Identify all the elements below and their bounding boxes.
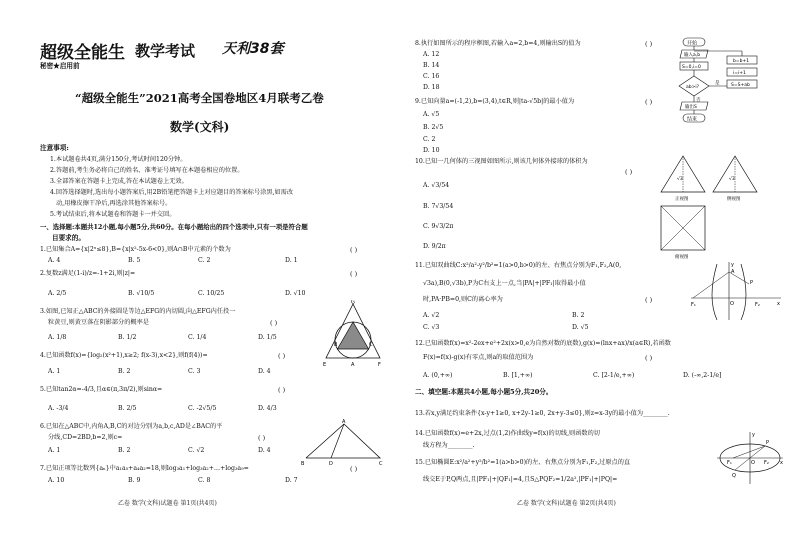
option: D. 4: [258, 368, 271, 375]
label-y: y: [731, 262, 734, 268]
label-x: x: [777, 301, 780, 307]
option: A. 12: [423, 51, 440, 58]
option: D. 4: [258, 447, 271, 454]
option: A. √5: [423, 111, 440, 118]
question-5-stem: 5.已知tan2α=-4/3,且α∈(π,3π/2),则sinα=: [40, 386, 163, 393]
option: D. (-∞,2-1/e]: [683, 372, 722, 379]
answer-blank: ( ): [645, 296, 653, 304]
option: D. 9/2π: [423, 243, 446, 250]
page-footer: 乙卷 数学(文科)试题卷 第2页(共4页): [517, 500, 616, 507]
answer-blank: ( ): [645, 98, 653, 106]
label-f1: F₁: [727, 460, 732, 466]
option: D. 4/3: [258, 405, 277, 412]
option: B. 2: [118, 368, 131, 375]
left-branch: [712, 264, 717, 320]
front-view-label: 正视图: [675, 197, 689, 202]
question-3-stem-2: 粒黄豆,则黄豆落在阴影部分的概率是: [48, 319, 149, 326]
triangle-abc: [306, 424, 380, 458]
note-item: 3.全部答案在答题卡上完成,答在本试题卷上无效。: [50, 178, 188, 185]
subject-title: 数学(文科): [170, 120, 230, 134]
question-11-stem-2: √3a),B(0,√3b),P为C右支上一点,当|PA|+|PF₁|取得最小值: [423, 280, 586, 287]
label-p: P: [766, 440, 770, 446]
option: C. 9√3/2π: [423, 223, 454, 230]
option: B. √10/5: [128, 290, 155, 297]
option: D. 7: [285, 477, 298, 484]
answer-blank: ( ): [278, 386, 286, 394]
init-label: S=0,i=0: [682, 65, 701, 70]
series-logo: 天利38套: [222, 41, 284, 57]
label-o: O: [751, 460, 755, 466]
option: C. √3: [423, 324, 440, 331]
label-x: x: [780, 460, 783, 466]
output-label: 输出S: [685, 105, 697, 110]
question-8-stem: 8.执行如图所示的程序框图,若输入a=2,b=4,则输出S的值为: [415, 40, 581, 47]
label-q: Q: [732, 473, 736, 479]
label-g: G: [351, 300, 355, 306]
label-e: E: [323, 362, 327, 368]
option: D. 18: [423, 84, 440, 91]
option: A. 10: [48, 477, 65, 484]
triangle-bisector-figure: [300, 418, 386, 468]
option: A. 2/5: [48, 290, 67, 297]
option: A. -3/4: [48, 405, 69, 412]
option: D. √5: [572, 324, 589, 331]
label-b: B: [334, 342, 338, 348]
label-f2: F₂: [755, 302, 760, 308]
top-view-label: 俯视图: [675, 255, 689, 260]
front-mark: √3: [677, 177, 683, 182]
answer-blank: ( ): [270, 319, 278, 327]
option: C. 1/4: [188, 334, 207, 341]
b2-label: i=i+1: [733, 71, 746, 76]
side-view-label: 侧视图: [727, 197, 741, 202]
question-12-stem-2: F(x)=f(x)-g(x)有零点,则a的取值范围为: [423, 354, 534, 361]
option: A. √3/54: [423, 182, 450, 189]
question-14-line-2: 线方程为________.: [423, 442, 475, 449]
label-f2: F₂: [764, 460, 769, 466]
option: C. 2: [423, 136, 436, 143]
note-item: 2.答题前,考生务必将自己的姓名、准考证号填写在本题卷相应的位置。: [50, 167, 244, 174]
triangle-circle-figure: [322, 300, 384, 370]
exam-title: “超级全能生”2021高考全国卷地区4月联考乙卷: [75, 91, 324, 105]
option: B. 5: [128, 257, 141, 264]
option: C. 8: [198, 477, 211, 484]
right-branch: [741, 264, 746, 320]
option: A. 1: [48, 368, 61, 375]
question-7-stem: 7.已知正项等比数列{aₙ}中a₁a₅+a₄a₂=18,则log₃a₁+log₃a₂+…+log₃a₉=: [40, 465, 249, 472]
no-label: 否: [696, 98, 701, 103]
answer-blank: ( ): [258, 434, 266, 442]
end-label: 结束: [687, 116, 698, 123]
section2-heading: 二、填空题:本题共4小题,每小题5分,共20分。: [415, 388, 553, 396]
option: B. [1,+∞): [503, 372, 533, 379]
label-a: A: [731, 269, 735, 275]
three-views-figure: [655, 152, 789, 262]
answer-blank: ( ): [350, 246, 358, 254]
option: C. 16: [423, 73, 440, 80]
ellipse-figure: [715, 430, 785, 486]
question-6-stem: 6.已知在△ABC中,内角A,B,C的对边分别为a,b,c,AD是∠BAC的平: [40, 423, 223, 430]
option: A. 4: [48, 257, 61, 264]
label-b: B: [301, 461, 305, 467]
bisector-ad: [331, 424, 344, 458]
hyperbola-figure: [689, 260, 783, 322]
note-item: 5.考试结束后,将本试题卷和答题卡一并交回。: [50, 211, 176, 218]
note-item: 4.回答选择题时,选出每小题答案后,用2B铅笔把答题卡上对应题目的答案标号涂黑,如需改: [50, 189, 294, 196]
section1-heading: 一、选择题:本题共12小题,每小题5分,共60分。在每小题给出的四个选项中,只有一项是符合题: [40, 223, 308, 231]
question-2-stem: 2.复数z满足(1-i)/z=-1+2i,则|z|=: [40, 270, 136, 277]
question-1-stem: 1.已知集合A={x|2ˣ≤8},B={x|x²-5x-6<0},则A∩B中元素的个数为: [40, 246, 231, 253]
question-13: 13.若x,y满足约束条件{x-y+1≥0, x+2y-1≥0, 2x+y-3≤0},则z=x-3y的最小值为________.: [415, 410, 670, 417]
question-15-line-2: 线交E于P,Q两点,且|PF₁|+|QF₁|=4,且S△PQF₂=1/2a²,|PF₁|+|PQ|=: [423, 476, 618, 483]
page-footer: 乙卷 数学(文科)试题卷 第1页(共4页): [118, 500, 217, 507]
condition-label: ab>i?: [686, 85, 700, 90]
question-11-stem: 11.已知双曲线C:x²/a²-y²/b²=1(a>0,b>0)的左、右焦点分别为F₁,F₂,A(0,: [415, 262, 622, 269]
option: D. 10: [423, 147, 440, 154]
answer-blank: ( ): [645, 354, 653, 362]
label-a: A: [351, 362, 355, 368]
option: C. 3: [188, 368, 201, 375]
option: C. -2√5/5: [188, 405, 217, 412]
note-item: 1.本试题卷共4页,满分150分,考试时间120分钟。: [50, 156, 187, 163]
flowchart-figure: [677, 36, 777, 154]
label-o: O: [730, 301, 734, 307]
label-p: P: [750, 280, 754, 286]
label-d: D: [329, 461, 333, 467]
option: C. 2: [198, 257, 211, 264]
side-mark: √3: [729, 177, 735, 182]
question-3-stem: 3.如图,已知正△ABC的外接圆是等边△EFG的内切圆,向△EFG内任投一: [40, 308, 236, 315]
option: B. 2√5: [423, 124, 444, 131]
option: C. 10/25: [198, 290, 225, 297]
option: B. 7√3/54: [423, 203, 454, 210]
option: D. √10: [285, 290, 306, 297]
question-15-line-1: 15.已知椭圆E:x²/a²+y²/b²=1(a>b>0)的左、右焦点分别为F₁,F₂,过原点的直: [415, 459, 631, 466]
option: D. 1/5: [258, 334, 277, 341]
option: B. 9: [128, 477, 141, 484]
input-label: 输入a,b: [684, 53, 701, 58]
answer-blank: ( ): [278, 352, 286, 360]
b3-label: S=S+ab: [731, 83, 750, 88]
start-label: 开始: [687, 40, 698, 47]
notes-heading: 注意事项:: [40, 144, 69, 152]
question-9-stem: 9.已知向量a=(-1,2),b=(3,4),t∈R,则|ta-√5b|的最小值为: [415, 98, 575, 105]
option: C. [2-1/e,+∞): [593, 372, 635, 379]
option: B. 2: [118, 447, 131, 454]
answer-blank: ( ): [350, 465, 358, 473]
note-item: 动,用橡皮擦干净后,再选涂其他答案标号。: [56, 200, 172, 207]
b1-label: b=b+1: [733, 59, 750, 64]
option: A. 1: [48, 447, 61, 454]
option: B. 14: [423, 62, 440, 69]
question-6-stem-2: 分线,CD=2BD,b=2,则c=: [48, 434, 123, 441]
question-4-stem: 4.已知函数f(x)={log₂(x²+1),x≥2; f(x-3),x<2},则f(f(4))=: [40, 352, 208, 359]
option: B. 2/5: [118, 405, 137, 412]
question-14-line-1: 14.已知函数f(x)=e+2x,过点(1,2)作曲线y=f(x)的切线,则函数的切: [415, 430, 600, 437]
answer-blank: ( ): [645, 40, 653, 48]
brand-suffix: 教学考试: [135, 42, 196, 60]
label-y: y: [752, 432, 755, 438]
option: A. (0,+∞): [423, 372, 453, 379]
answer-blank: ( ): [350, 270, 358, 278]
option: A. 1/8: [48, 334, 67, 341]
label-c: C: [379, 461, 383, 467]
option: B. 1/2: [118, 334, 137, 341]
page-right: [397, 0, 794, 543]
yes-label: 是: [715, 81, 720, 86]
answer-blank: ( ): [625, 168, 633, 176]
question-12-stem: 12.已知函数f(x)=x²-2ex+e²+2x(x>0,e为自然对数的底数),g(x)=(lnx+ax)/x(a∈R),若函数: [415, 340, 671, 347]
label-f: F: [378, 362, 381, 368]
question-11-stem-3: 时,PA·PB=0,则C的离心率为: [423, 296, 503, 303]
brand-logo: 超级全能生: [40, 43, 125, 63]
label-a: A: [342, 419, 346, 425]
secret-label: 秘密★启用前: [40, 62, 80, 70]
section1-heading-2: 目要求的。: [52, 234, 85, 242]
option: D. 1: [285, 257, 298, 264]
option: C. √2: [188, 447, 205, 454]
question-10-stem: 10.已知一几何体的三视图如图所示,则该几何体外接球的体积为: [415, 158, 588, 165]
label-c: C: [369, 342, 373, 348]
option: B. 2: [572, 312, 585, 319]
option: A. √2: [423, 312, 440, 319]
label-f1: F₁: [691, 302, 696, 308]
